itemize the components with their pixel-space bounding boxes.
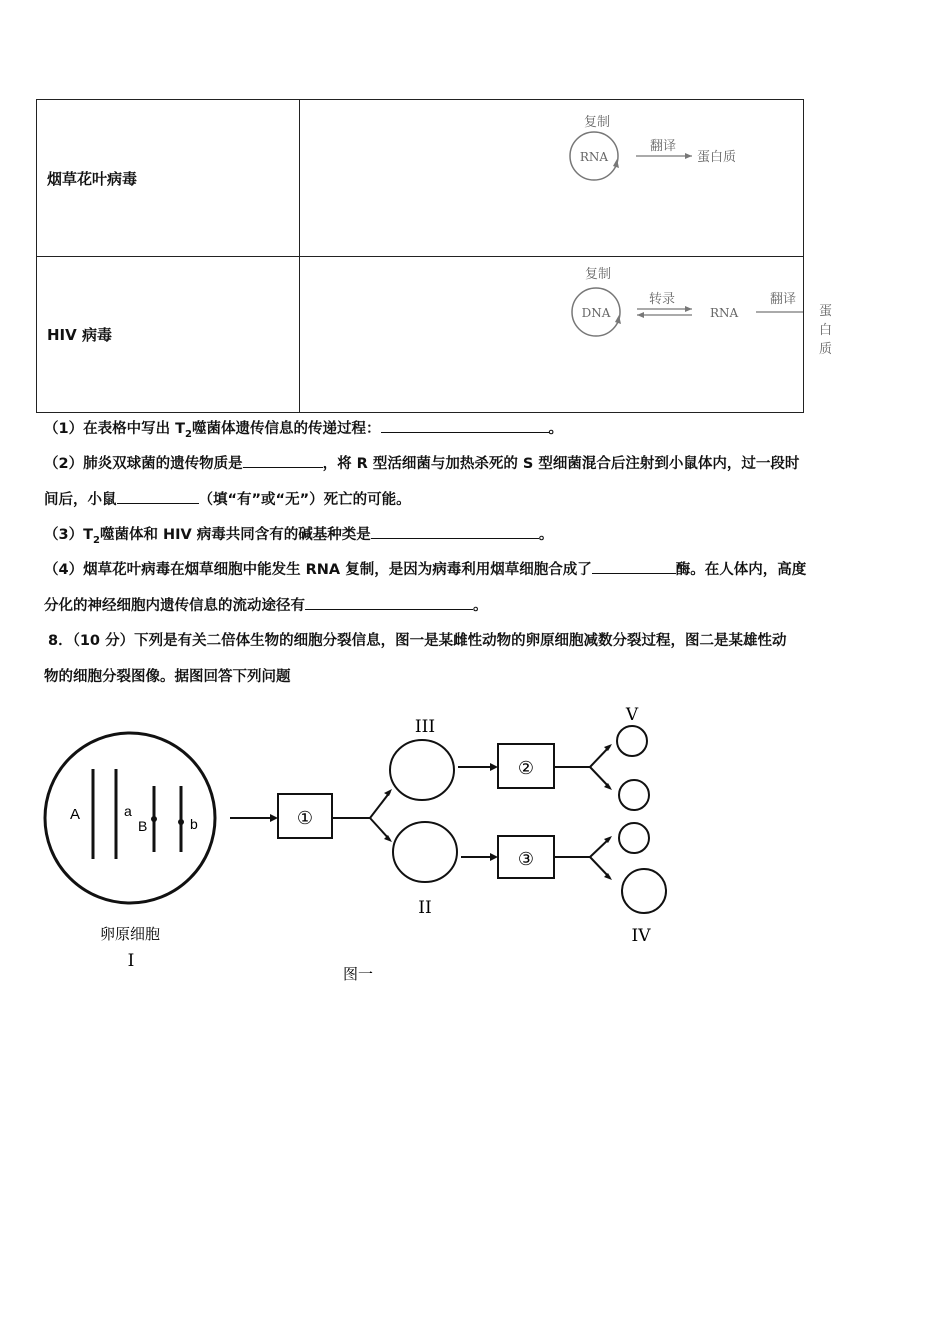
q4-line2: 分化的神经细胞内遗传信息的流动途径有 [44,598,305,614]
q1-end: 。 [548,421,563,437]
virus-name-tmv: 烟草花叶病毒 [37,100,300,257]
q8-line1: 8．（10 分）下列是有关二倍体生物的细胞分裂信息，图一是某雌性动物的卵原细胞减数分裂过程，图二是某雄性动 [48,633,787,649]
q3-end: 。 [538,527,554,543]
cell-polar-body [619,823,649,853]
gene-A: A [70,806,81,823]
arrow-head [270,814,278,822]
q4-part1: （4）烟草花叶病毒在烟草细胞中能发生 RNA 复制，是因为病毒利用烟草细胞合成了 [44,562,592,578]
gene-a: a [124,803,132,819]
step-3-label: ③ [517,849,535,870]
branch-up [370,792,390,818]
hiv-mid-rna: RNA [710,306,739,320]
q8-line2: 物的细胞分裂图像。据图回答下列问题 [44,669,291,685]
figure-caption: 图一 [342,965,374,983]
q2-part2: ，将 R 型活细菌与加热杀死的 S 型细菌混合后注射到小鼠体内，过一段时 [322,456,800,472]
table-row [37,257,804,413]
gene-locus [178,819,184,825]
q3-sub: 2 [92,534,100,546]
question-1 [44,417,563,440]
q1-sub: 2 [185,428,192,440]
question-4 [44,558,806,579]
arrow-head [384,789,392,796]
q1-answer-blank[interactable] [381,418,549,433]
hiv-arrow1-label: 转录 [649,292,676,307]
q3-text: 噬菌体和 HIV 病毒共同含有的碱基种类是 [99,527,371,543]
virus-name-hiv: HIV 病毒 [37,257,300,413]
question-4-line2 [44,594,488,615]
question-2 [44,452,799,473]
step-1-label: ① [296,808,314,829]
gene-b: b [190,816,198,832]
cell-egg [622,869,666,913]
hiv-flow-cell [300,257,833,413]
virus-info-table [36,99,833,413]
q2-line2b: （填“有”或“无”）死亡的可能。 [198,492,411,508]
q2-blank-1[interactable] [243,453,323,468]
question-2-line2 [44,488,411,509]
question-8-line2 [44,665,291,686]
gene-locus [151,816,157,822]
figure-one [40,700,700,1000]
tmv-flow-diagram [300,100,803,256]
q4-part2: 酶。在人体内，高度 [675,562,807,578]
hiv-flow-diagram [300,257,803,412]
q4-end: 。 [473,598,488,614]
cell-caption: 卵原细胞 [99,925,161,943]
tmv-node-rna: RNA [579,150,609,164]
tmv-arrow-head [685,153,692,159]
cell-polar-body [619,780,649,810]
tmv-product: 蛋白质 [697,150,737,165]
hiv-reverse-head [637,312,644,318]
tmv-loop-label: 复制 [584,115,611,130]
q1-text: 噬菌体遗传信息的传递过程： [192,421,381,437]
q1-prefix: （1）在表格中写出 T [44,421,186,437]
label-V: V [625,705,639,725]
arrow-head [490,853,498,861]
q2-line2a: 间后，小鼠 [44,492,117,508]
hiv-node-dna: DNA [581,306,611,320]
label-IV: IV [631,926,651,946]
step-2-label: ② [517,758,535,779]
q4-blank-1[interactable] [592,559,676,574]
cell-II [393,822,457,882]
cell-numeral: I [127,951,135,971]
cell-III [390,740,454,800]
table-row [37,100,804,257]
label-II: II [418,898,432,918]
cell-polar-body [617,726,647,756]
question-8 [48,629,787,650]
hiv-product: 蛋白质 [819,304,833,357]
label-III: III [414,717,436,737]
hiv-arrow2-label: 翻译 [770,292,797,307]
hiv-loop-label: 复制 [585,267,612,282]
arrow-head [490,763,498,771]
q3-prefix: （3）T [44,527,93,543]
gene-B: B [138,818,148,834]
hiv-transcription-head [685,306,692,312]
q3-answer-blank[interactable] [371,524,539,539]
q2-blank-2[interactable] [117,489,199,504]
q4-blank-2[interactable] [305,595,473,610]
question-3 [44,523,553,546]
tmv-arrow-label: 翻译 [650,139,677,154]
q2-part1: （2）肺炎双球菌的遗传物质是 [44,456,243,472]
tmv-flow-cell [300,100,804,257]
